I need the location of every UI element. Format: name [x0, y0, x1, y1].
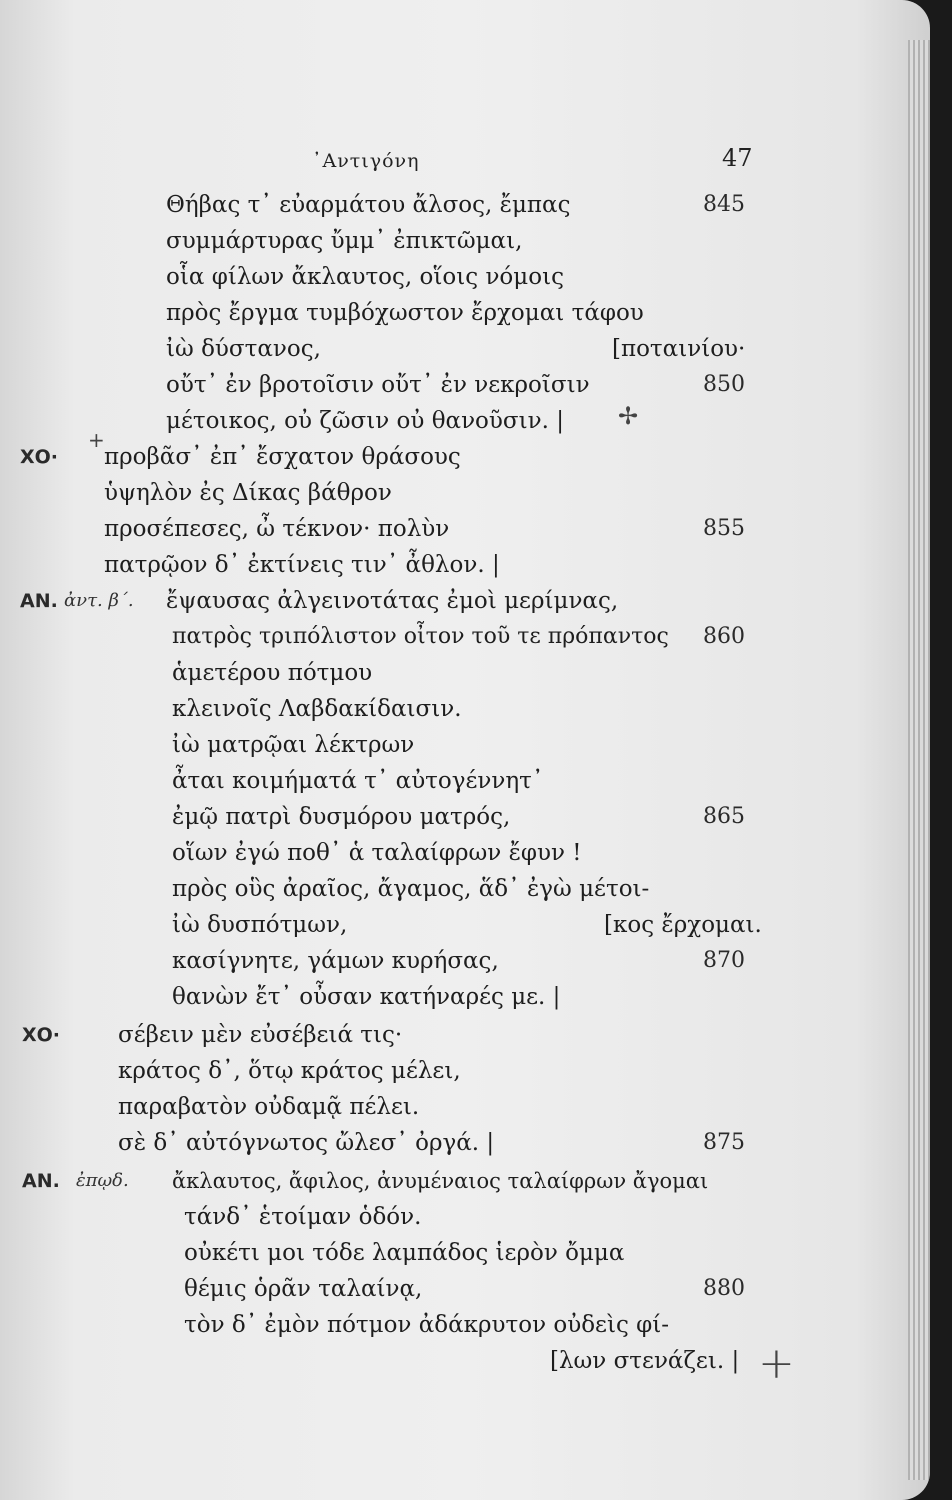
verse-line: πρὸς ἔργμα τυμβόχωστον ἔρχομαι τάφου: [166, 300, 644, 326]
strophe-marker: ἀντ. β΄.: [64, 590, 134, 611]
verse-line: θανὼν ἔτ᾿ οὖσαν κατήναρές με. |: [172, 984, 561, 1010]
verse-line: τάνδ᾿ ἑτοίμαν ὁδόν.: [184, 1204, 422, 1230]
speaker-label: ΑΝ.: [22, 1170, 60, 1192]
line-number: 875: [703, 1130, 745, 1155]
verse-line: κασίγνητε, γάμων κυρήσας,: [172, 948, 499, 974]
line-number: 860: [703, 624, 745, 649]
verse-line: ἁμετέρου πότμου: [172, 660, 373, 686]
verse-line: κράτος δ᾿, ὅτῳ κράτος μέλει,: [118, 1058, 461, 1084]
verse-line: οὔτ᾿ ἐν βροτοῖσιν οὔτ᾿ ἐν νεκροῖσιν: [166, 372, 590, 398]
pencil-mark: +: [88, 428, 105, 452]
pencil-mark: +: [758, 1338, 795, 1389]
verse-line: θέμις ὁρᾶν ταλαίνᾳ,: [184, 1276, 423, 1302]
line-number: 850: [703, 372, 745, 397]
verse-line: Θήβας τ᾿ εὐαρμάτου ἄλσος, ἔμπας: [166, 192, 571, 218]
verse-line: προβᾶσ᾿ ἐπ᾿ ἔσχατον θράσους: [104, 444, 461, 470]
speaker-label: ΑΝ.: [20, 590, 58, 612]
verse-line: μέτοικος, οὐ ζῶσιν οὐ θανοῦσιν. |: [166, 408, 564, 434]
verse-line: σέβειν μὲν εὐσέβειά τις·: [118, 1022, 403, 1048]
running-title: ᾿Αντιγόνη: [312, 150, 420, 172]
speaker-label: ΧΟ·: [20, 446, 59, 468]
verse-line: πρὸς οὓς ἀραῖος, ἄγαμος, ἅδ᾿ ἐγὼ μέτοι-: [172, 876, 650, 902]
verse-line: ἄκλαυτος, ἄφιλος, ἀνυμέναιος ταλαίφρων ἄγομαι: [172, 1169, 709, 1193]
page-edge: [908, 40, 930, 1480]
verse-line: παραβατὸν οὐδαμᾷ πέλει.: [118, 1094, 420, 1120]
verse-line: ἰὼ δυσπότμων,: [172, 912, 348, 938]
verse-line: ἆται κοιμήματά τ᾿ αὐτογέννητ᾿: [172, 768, 544, 794]
verse-line: πατρῷον δ᾿ ἐκτίνεις τιν᾿ ἆθλον. |: [104, 552, 500, 578]
verse-line: ἰὼ ματρῷαι λέκτρων: [172, 732, 415, 758]
verse-line: ὑψηλὸν ἐς Δίκας βάθρον: [104, 480, 392, 506]
line-number: 865: [703, 804, 745, 829]
verse-continuation: [λων στενάζει. |: [550, 1348, 740, 1374]
verse-continuation: [ποταινίου·: [612, 336, 746, 362]
line-number: 845: [703, 192, 745, 217]
verse-line: συμμάρτυρας ὔμμ᾿ ἐπικτῶμαι,: [166, 228, 523, 254]
speaker-label: ΧΟ·: [22, 1024, 61, 1046]
line-number: 870: [703, 948, 745, 973]
verse-line: σὲ δ᾿ αὐτόγνωτος ὤλεσ᾿ ὀργά. |: [118, 1130, 495, 1156]
verse-line: τὸν δ᾿ ἐμὸν πότμον ἀδάκρυτον οὐδεὶς φί-: [184, 1312, 670, 1338]
line-number: 880: [703, 1276, 745, 1301]
line-number: 855: [703, 516, 745, 541]
strophe-marker: ἐπῳδ.: [76, 1170, 129, 1191]
verse-line: προσέπεσες, ὦ τέκνον· πολὺν: [104, 516, 450, 542]
verse-continuation: [κος ἔρχομαι.: [604, 912, 762, 938]
verse-line: πατρὸς τριπόλιστον οἶτον τοῦ τε πρόπαντος: [172, 624, 669, 649]
verse-line: οἵων ἐγώ ποθ᾿ ἁ ταλαίφρων ἔφυν !: [172, 840, 582, 866]
running-head: [0, 144, 930, 180]
verse-line: οἷα φίλων ἄκλαυτος, οἵοις νόμοις: [166, 264, 564, 290]
pencil-mark: ✢: [618, 402, 639, 430]
page-number: 47: [722, 144, 753, 172]
verse-line: οὐκέτι μοι τόδε λαμπάδος ἱερὸν ὄμμα: [184, 1240, 625, 1266]
verse-line: ἐμῷ πατρὶ δυσμόρου ματρός,: [172, 804, 511, 830]
verse-line: ἰὼ δύστανος,: [166, 336, 321, 362]
verse-line: κλεινοῖς Λαβδακίδαισιν.: [172, 696, 462, 722]
verse-line: ἔψαυσας ἀλγεινοτάτας ἐμοὶ μερίμνας,: [166, 588, 619, 614]
